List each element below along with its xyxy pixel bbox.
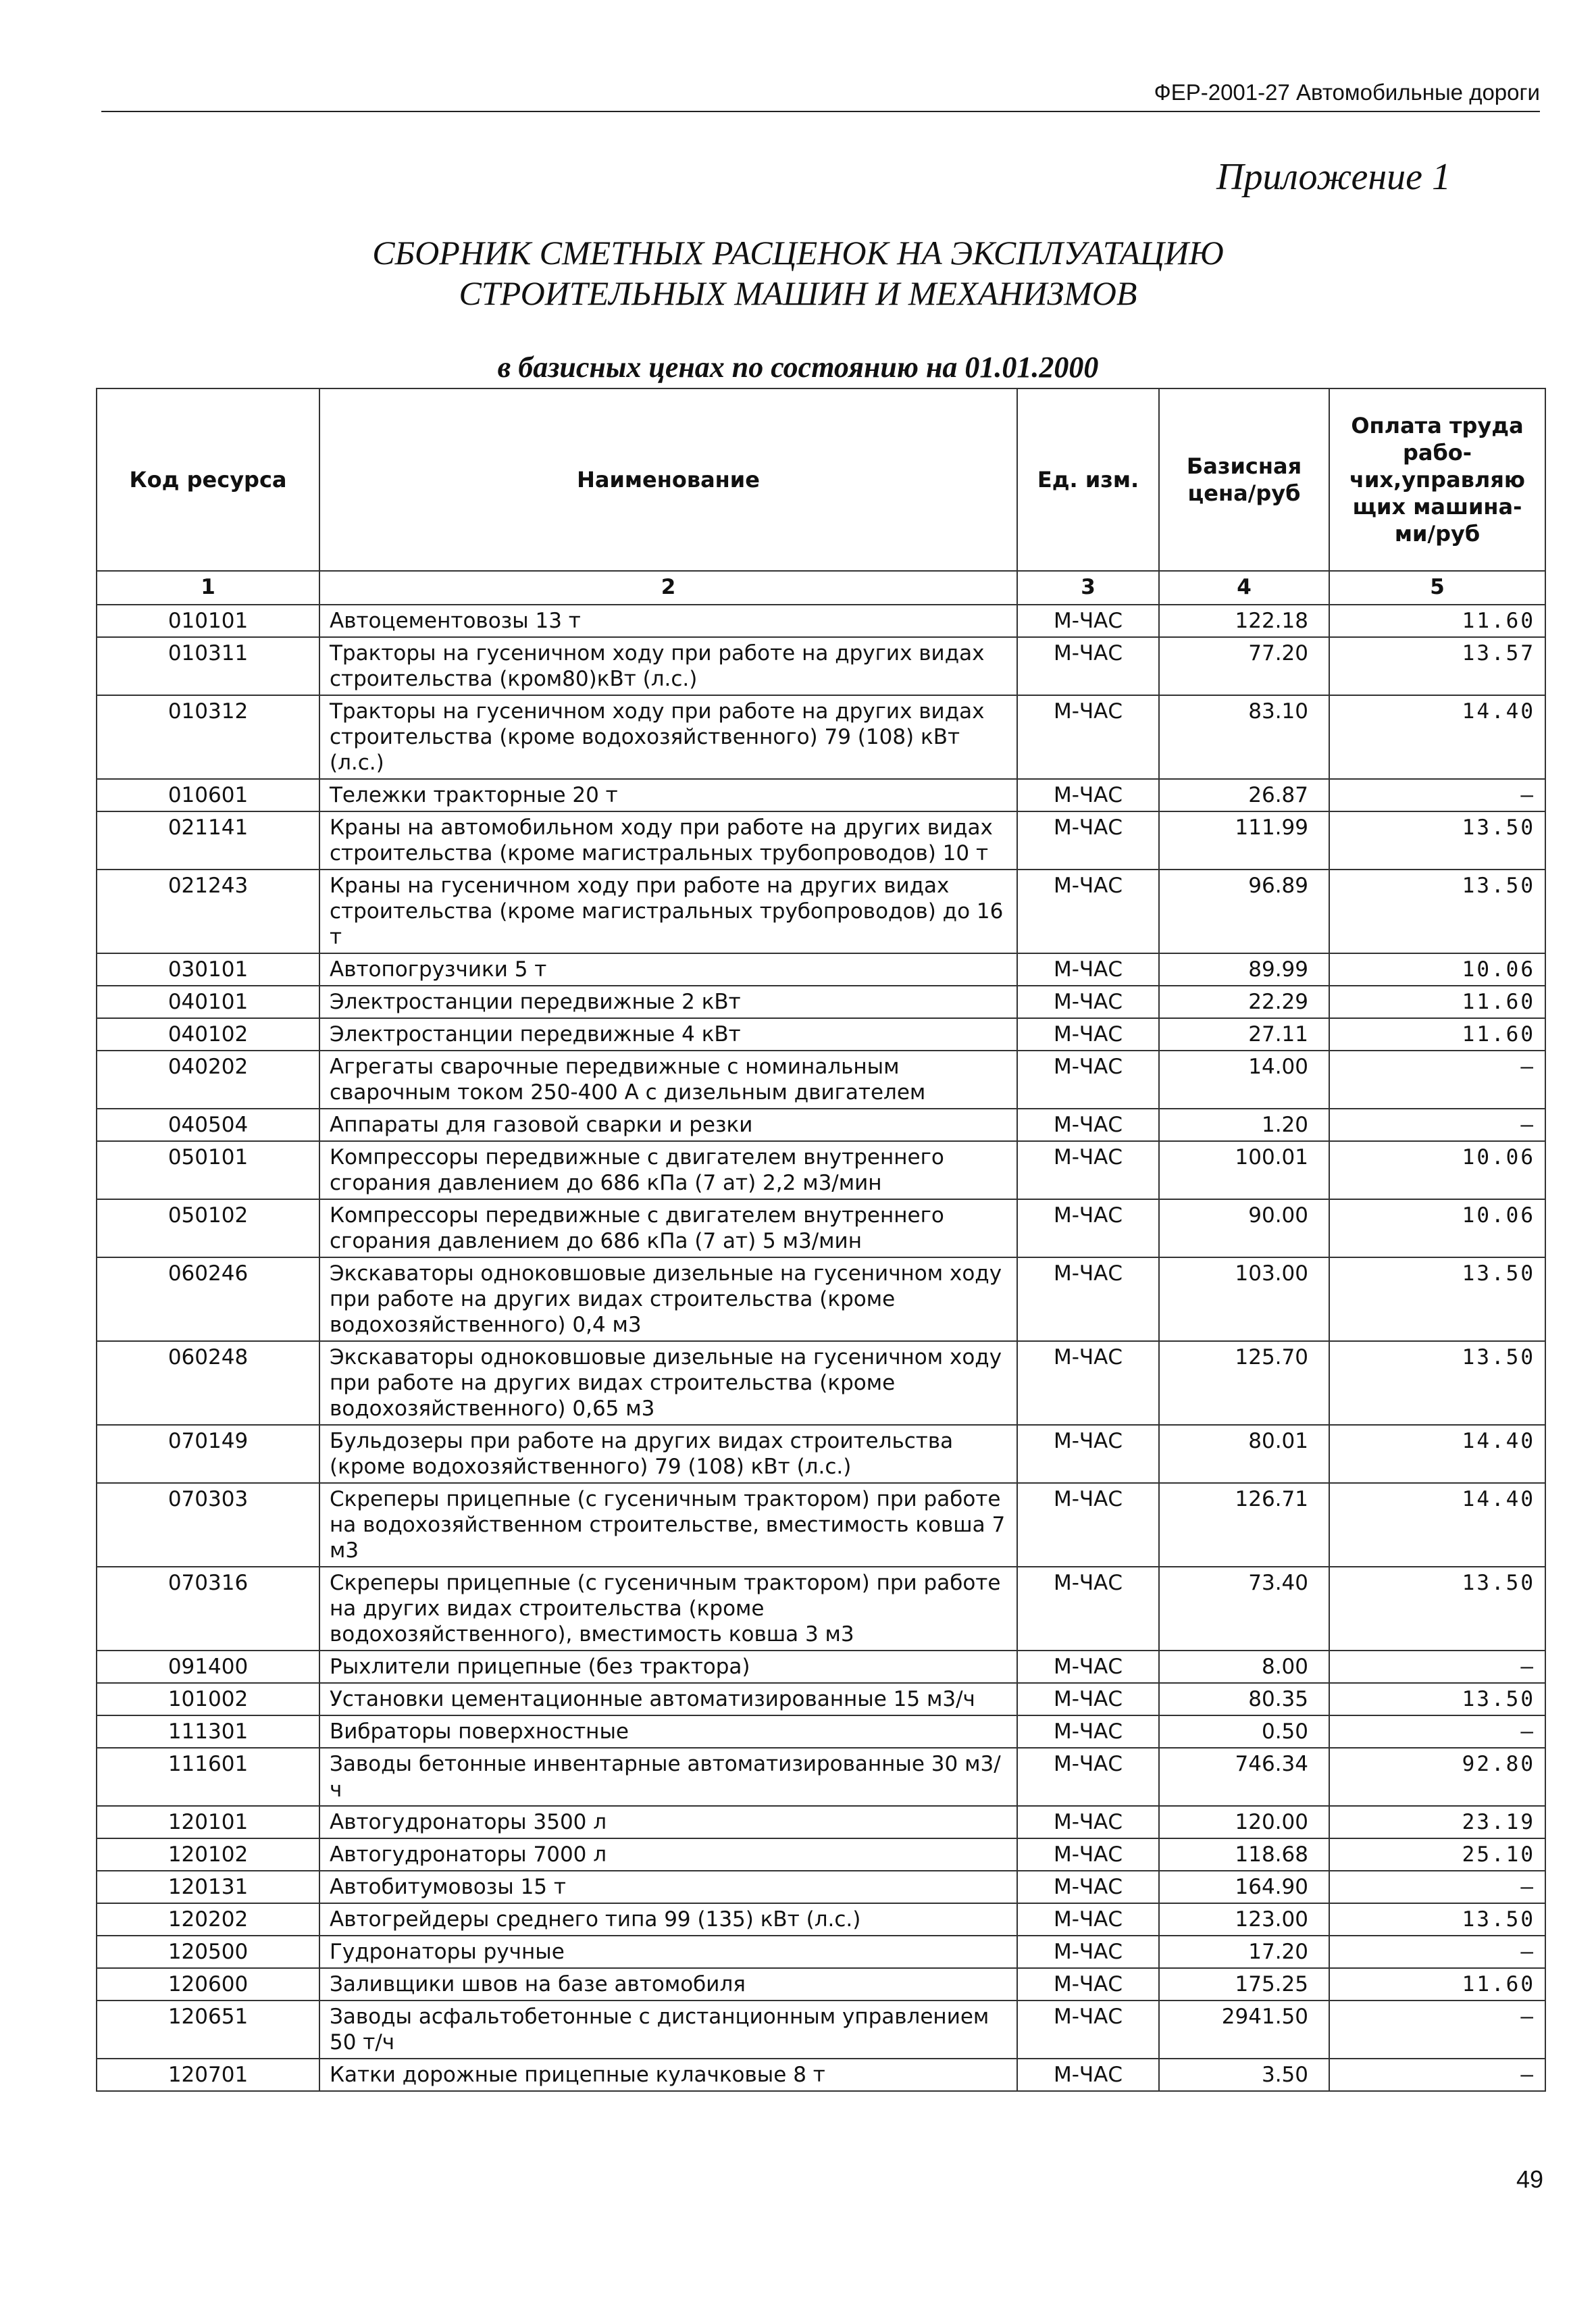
base-price-cell: 73.40 (1159, 1567, 1329, 1651)
unit-cell: М-ЧАС (1017, 953, 1159, 986)
resource-code-cell: 021141 (97, 811, 319, 870)
unit-cell: М-ЧАС (1017, 1425, 1159, 1483)
table-row (97, 1683, 1545, 1715)
base-price-cell: 80.35 (1159, 1683, 1329, 1715)
base-price-cell: 164.90 (1159, 1871, 1329, 1903)
resource-name-cell: Краны на автомобильном ходу при работе на других видах строительства (кроме магистральных трубопроводов) 10 т (319, 811, 1017, 870)
resource-code-cell: 070303 (97, 1483, 319, 1567)
resource-code-cell: 120131 (97, 1871, 319, 1903)
operator-wage-cell: – (1329, 2001, 1545, 2059)
resource-name-cell: Компрессоры передвижные с двигателем внутреннего сгорания давлением до 686 кПа (7 ат) 2,2 м3/мин (319, 1141, 1017, 1199)
column-number: 5 (1329, 571, 1545, 605)
table-row (97, 2001, 1545, 2059)
column-number-row (97, 571, 1545, 605)
operator-wage-cell: 11.60 (1329, 1968, 1545, 2001)
resource-code-cell: 010311 (97, 637, 319, 695)
base-price-cell: 746.34 (1159, 1748, 1329, 1806)
unit-cell: М-ЧАС (1017, 1051, 1159, 1109)
resource-code-cell: 070149 (97, 1425, 319, 1483)
resource-name-cell: Автобитумовозы 15 т (319, 1871, 1017, 1903)
base-price-cell: 126.71 (1159, 1483, 1329, 1567)
base-price-cell: 120.00 (1159, 1806, 1329, 1838)
running-header: ФЕР-2001-27 Автомобильные дороги (101, 80, 1540, 112)
table-row (97, 1715, 1545, 1748)
operator-wage-cell: 14.40 (1329, 695, 1545, 779)
unit-cell: М-ЧАС (1017, 2001, 1159, 2059)
resource-name-cell: Тележки тракторные 20 т (319, 779, 1017, 811)
resource-code-cell: 040504 (97, 1109, 319, 1141)
table-header-row (97, 388, 1545, 571)
unit-cell: М-ЧАС (1017, 811, 1159, 870)
table-row (97, 1425, 1545, 1483)
table-row (97, 1018, 1545, 1051)
resource-code-cell: 111601 (97, 1748, 319, 1806)
operator-wage-cell: 10.06 (1329, 953, 1545, 986)
resource-code-cell: 111301 (97, 1715, 319, 1748)
operator-wage-cell: – (1329, 1051, 1545, 1109)
base-price-cell: 118.68 (1159, 1838, 1329, 1871)
resource-name-cell: Автогрейдеры среднего типа 99 (135) кВт (л.с.) (319, 1903, 1017, 1936)
operator-wage-cell: 11.60 (1329, 605, 1545, 637)
table-row (97, 637, 1545, 695)
base-price-cell: 125.70 (1159, 1341, 1329, 1425)
resource-code-cell: 070316 (97, 1567, 319, 1651)
table-row (97, 1567, 1545, 1651)
resource-code-cell: 101002 (97, 1683, 319, 1715)
resource-code-cell: 120102 (97, 1838, 319, 1871)
resource-name-cell: Экскаваторы одноковшовые дизельные на гусеничном ходу при работе на других видах строительства (кроме водохозяйственного) 0,4 м3 (319, 1257, 1017, 1341)
base-price-cell: 103.00 (1159, 1257, 1329, 1341)
resource-name-cell: Автоцементовозы 13 т (319, 605, 1017, 637)
resource-name-cell: Катки дорожные прицепные кулачковые 8 т (319, 2059, 1017, 2091)
resource-name-cell: Автогудронаторы 3500 л (319, 1806, 1017, 1838)
operator-wage-cell: – (1329, 1936, 1545, 1968)
base-price-cell: 17.20 (1159, 1936, 1329, 1968)
column-number: 2 (319, 571, 1017, 605)
operator-wage-cell: – (1329, 1871, 1545, 1903)
header-unit: Ед. изм. (1017, 388, 1159, 571)
unit-cell: М-ЧАС (1017, 870, 1159, 953)
resource-code-cell: 050102 (97, 1199, 319, 1257)
header-name: Наименование (319, 388, 1017, 571)
resource-code-cell: 050101 (97, 1141, 319, 1199)
table-row (97, 986, 1545, 1018)
table-row (97, 1141, 1545, 1199)
unit-cell: М-ЧАС (1017, 1141, 1159, 1199)
base-price-cell: 1.20 (1159, 1109, 1329, 1141)
machine-rates-table (96, 388, 1546, 2092)
resource-code-cell: 010601 (97, 779, 319, 811)
column-number: 3 (1017, 571, 1159, 605)
resource-code-cell: 010101 (97, 605, 319, 637)
resource-name-cell: Электростанции передвижные 2 кВт (319, 986, 1017, 1018)
operator-wage-cell: – (1329, 2059, 1545, 2091)
unit-cell: М-ЧАС (1017, 1567, 1159, 1651)
resource-code-cell: 030101 (97, 953, 319, 986)
resource-code-cell: 091400 (97, 1651, 319, 1683)
base-price-cell: 2941.50 (1159, 2001, 1329, 2059)
unit-cell: М-ЧАС (1017, 1903, 1159, 1936)
table-row (97, 695, 1545, 779)
resource-code-cell: 120701 (97, 2059, 319, 2091)
unit-cell: М-ЧАС (1017, 1806, 1159, 1838)
operator-wage-cell: 23.19 (1329, 1806, 1545, 1838)
base-price-cell: 3.50 (1159, 2059, 1329, 2091)
base-price-cell: 100.01 (1159, 1141, 1329, 1199)
base-price-cell: 175.25 (1159, 1968, 1329, 2001)
resource-name-cell: Скреперы прицепные (с гусеничным трактором) при работе на водохозяйственном строительстве, вместимость ковша 7 м3 (319, 1483, 1017, 1567)
resource-name-cell: Агрегаты сварочные передвижные с номинальным сварочным током 250-400 А с дизельным двигателем (319, 1051, 1017, 1109)
operator-wage-cell: 13.50 (1329, 811, 1545, 870)
unit-cell: М-ЧАС (1017, 1968, 1159, 2001)
table-row (97, 1936, 1545, 1968)
base-price-cell: 14.00 (1159, 1051, 1329, 1109)
base-price-cell: 123.00 (1159, 1903, 1329, 1936)
resource-name-cell: Компрессоры передвижные с двигателем внутреннего сгорания давлением до 686 кПа (7 ат) 5 м3/мин (319, 1199, 1017, 1257)
unit-cell: М-ЧАС (1017, 1683, 1159, 1715)
operator-wage-cell: 13.50 (1329, 1257, 1545, 1341)
resource-code-cell: 040202 (97, 1051, 319, 1109)
table-row (97, 1199, 1545, 1257)
operator-wage-cell: 13.57 (1329, 637, 1545, 695)
resource-name-cell: Рыхлители прицепные (без трактора) (319, 1651, 1017, 1683)
table-row (97, 1871, 1545, 1903)
operator-wage-cell: – (1329, 1651, 1545, 1683)
table-row (97, 605, 1545, 637)
unit-cell: М-ЧАС (1017, 637, 1159, 695)
resource-code-cell: 021243 (97, 870, 319, 953)
base-price-cell: 122.18 (1159, 605, 1329, 637)
unit-cell: М-ЧАС (1017, 1651, 1159, 1683)
base-price-cell: 77.20 (1159, 637, 1329, 695)
unit-cell: М-ЧАС (1017, 695, 1159, 779)
resource-name-cell: Бульдозеры при работе на других видах строительства (кроме водохозяйственного) 79 (108) кВт (л.с.) (319, 1425, 1017, 1483)
resource-code-cell: 060248 (97, 1341, 319, 1425)
table-row (97, 1051, 1545, 1109)
resource-name-cell: Аппараты для газовой сварки и резки (319, 1109, 1017, 1141)
operator-wage-cell: 92.80 (1329, 1748, 1545, 1806)
operator-wage-cell: 13.50 (1329, 1341, 1545, 1425)
resource-code-cell: 120202 (97, 1903, 319, 1936)
header-resource-code: Код ресурса (97, 388, 319, 571)
base-price-cell: 22.29 (1159, 986, 1329, 1018)
operator-wage-cell: 13.50 (1329, 1683, 1545, 1715)
base-price-cell: 90.00 (1159, 1199, 1329, 1257)
base-price-cell: 0.50 (1159, 1715, 1329, 1748)
operator-wage-cell: – (1329, 1109, 1545, 1141)
base-price-cell: 26.87 (1159, 779, 1329, 811)
collection-title-line-2: СТРОИТЕЛЬНЫХ МАШИН И МЕХАНИЗМОВ (459, 274, 1137, 312)
unit-cell: М-ЧАС (1017, 1018, 1159, 1051)
unit-cell: М-ЧАС (1017, 1341, 1159, 1425)
operator-wage-cell: 11.60 (1329, 986, 1545, 1018)
unit-cell: М-ЧАС (1017, 1748, 1159, 1806)
unit-cell: М-ЧАС (1017, 1715, 1159, 1748)
resource-name-cell: Экскаваторы одноковшовые дизельные на гусеничном ходу при работе на других видах строительства (кроме водохозяйственного) 0,65 м3 (319, 1341, 1017, 1425)
table-row (97, 870, 1545, 953)
resource-code-cell: 010312 (97, 695, 319, 779)
unit-cell: М-ЧАС (1017, 1838, 1159, 1871)
table-row (97, 1341, 1545, 1425)
table-row (97, 811, 1545, 870)
operator-wage-cell: 11.60 (1329, 1018, 1545, 1051)
operator-wage-cell: 13.50 (1329, 870, 1545, 953)
table-row (97, 779, 1545, 811)
base-price-cell: 27.11 (1159, 1018, 1329, 1051)
base-price-cell: 8.00 (1159, 1651, 1329, 1683)
resource-name-cell: Автогудронаторы 7000 л (319, 1838, 1017, 1871)
resource-name-cell: Вибраторы поверхностные (319, 1715, 1017, 1748)
resource-code-cell: 120101 (97, 1806, 319, 1838)
resource-name-cell: Заливщики швов на базе автомобиля (319, 1968, 1017, 2001)
resource-name-cell: Тракторы на гусеничном ходу при работе на других видах строительства (кром80)кВт (л.с.) (319, 637, 1017, 695)
table-row (97, 1651, 1545, 1683)
column-number: 1 (97, 571, 319, 605)
operator-wage-cell: 14.40 (1329, 1483, 1545, 1567)
resource-name-cell: Автопогрузчики 5 т (319, 953, 1017, 986)
base-price-cell: 96.89 (1159, 870, 1329, 953)
unit-cell: М-ЧАС (1017, 1109, 1159, 1141)
resource-code-cell: 120600 (97, 1968, 319, 2001)
table-row (97, 2059, 1545, 2091)
operator-wage-cell: – (1329, 779, 1545, 811)
resource-code-cell: 120500 (97, 1936, 319, 1968)
resource-name-cell: Тракторы на гусеничном ходу при работе на других видах строительства (кроме водохозяйственного) 79 (108) кВт (л.с.) (319, 695, 1017, 779)
operator-wage-cell: 14.40 (1329, 1425, 1545, 1483)
operator-wage-cell: 10.06 (1329, 1199, 1545, 1257)
base-price-cell: 111.99 (1159, 811, 1329, 870)
header-operator-wage: Оплата труда рабо-чих,управляю щих машина-ми/руб (1329, 388, 1545, 571)
resource-code-cell: 040102 (97, 1018, 319, 1051)
resource-name-cell: Заводы асфальтобетонные с дистанционным управлением 50 т/ч (319, 2001, 1017, 2059)
table-row (97, 1257, 1545, 1341)
table-row (97, 1968, 1545, 2001)
unit-cell: М-ЧАС (1017, 605, 1159, 637)
table-row (97, 1903, 1545, 1936)
table-row (97, 1838, 1545, 1871)
resource-code-cell: 040101 (97, 986, 319, 1018)
resource-name-cell: Краны на гусеничном ходу при работе на других видах строительства (кроме магистральных трубопроводов) до 16 т (319, 870, 1017, 953)
unit-cell: М-ЧАС (1017, 1936, 1159, 1968)
unit-cell: М-ЧАС (1017, 779, 1159, 811)
operator-wage-cell: 10.06 (1329, 1141, 1545, 1199)
table-row (97, 1806, 1545, 1838)
unit-cell: М-ЧАС (1017, 1871, 1159, 1903)
resource-name-cell: Скреперы прицепные (с гусеничным трактором) при работе на других видах строительства (кроме водохозяйственного), вместимость ковша 3 м3 (319, 1567, 1017, 1651)
column-number: 4 (1159, 571, 1329, 605)
unit-cell: М-ЧАС (1017, 1483, 1159, 1567)
table-row (97, 1483, 1545, 1567)
resource-code-cell: 060246 (97, 1257, 319, 1341)
resource-name-cell: Заводы бетонные инвентарные автоматизированные 30 м3/ч (319, 1748, 1017, 1806)
unit-cell: М-ЧАС (1017, 2059, 1159, 2091)
price-basis-subtitle: в базисных ценах по состоянию на 01.01.2000 (497, 351, 1099, 384)
table-row (97, 1109, 1545, 1141)
unit-cell: М-ЧАС (1017, 986, 1159, 1018)
operator-wage-cell: – (1329, 1715, 1545, 1748)
operator-wage-cell: 13.50 (1329, 1903, 1545, 1936)
page-number: 49 (1516, 2165, 1543, 2193)
base-price-cell: 89.99 (1159, 953, 1329, 986)
resource-name-cell: Гудронаторы ручные (319, 1936, 1017, 1968)
operator-wage-cell: 13.50 (1329, 1567, 1545, 1651)
resource-code-cell: 120651 (97, 2001, 319, 2059)
base-price-cell: 83.10 (1159, 695, 1329, 779)
table-row (97, 953, 1545, 986)
base-price-cell: 80.01 (1159, 1425, 1329, 1483)
resource-name-cell: Установки цементационные автоматизированные 15 м3/ч (319, 1683, 1017, 1715)
appendix-label: Приложение 1 (1216, 156, 1451, 198)
table-row (97, 1748, 1545, 1806)
header-base-price: Базисная цена/руб (1159, 388, 1329, 571)
operator-wage-cell: 25.10 (1329, 1838, 1545, 1871)
unit-cell: М-ЧАС (1017, 1199, 1159, 1257)
collection-title-line-1: СБОРНИК СМЕТНЫХ РАСЦЕНОК НА ЭКСПЛУАТАЦИЮ (372, 234, 1224, 272)
resource-name-cell: Электростанции передвижные 4 кВт (319, 1018, 1017, 1051)
unit-cell: М-ЧАС (1017, 1257, 1159, 1341)
